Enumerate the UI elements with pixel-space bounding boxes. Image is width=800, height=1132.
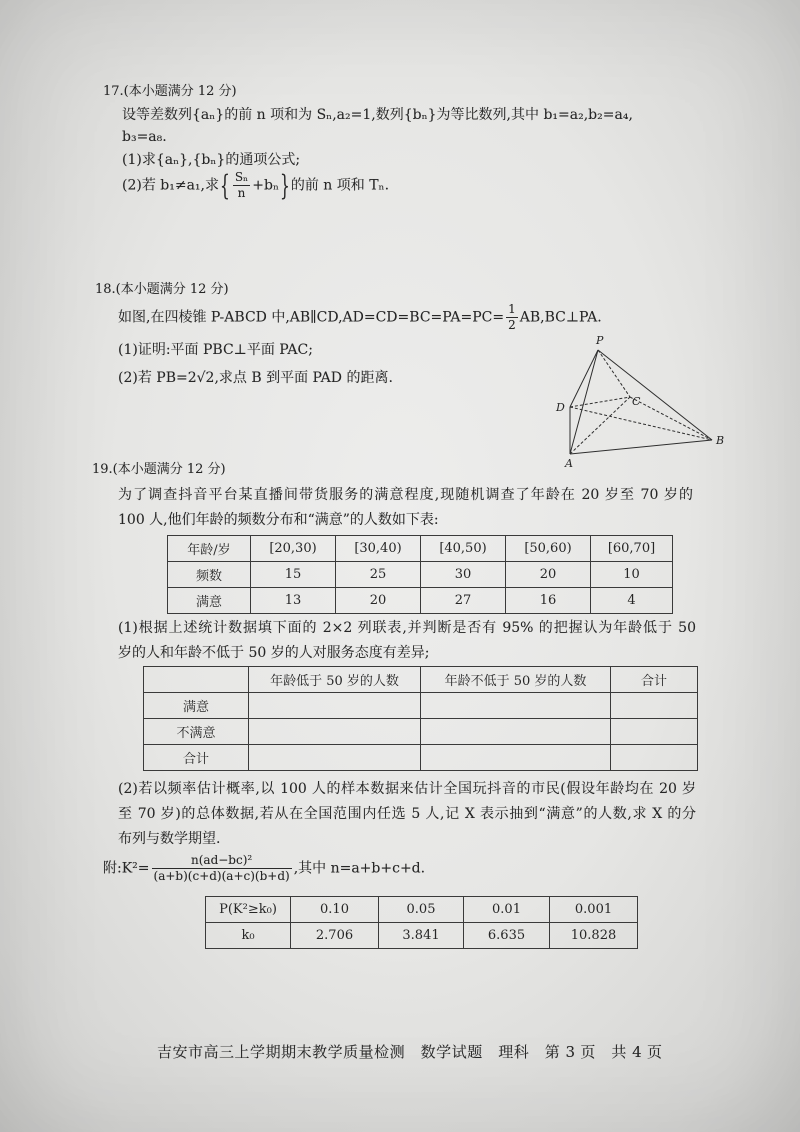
table-cell: 10: [591, 562, 673, 588]
table-cell: 满意: [144, 693, 249, 719]
table-cell: [30,40): [336, 536, 421, 562]
label-d: D: [556, 401, 565, 414]
q19-part1-line2: 岁的人和年龄不低于 50 岁的人对服务态度有差异;: [118, 645, 430, 661]
table-cell: [60,70]: [591, 536, 673, 562]
fraction-numerator: 1: [508, 302, 516, 316]
q17-line1: 设等差数列{aₙ}的前 n 项和为 Sₙ,a₂=1,数列{bₙ}为等比数列,其中 b₁=a₂,b₂=a₄,: [122, 107, 633, 123]
table-cell: 不满意: [144, 719, 249, 745]
table-cell-empty: [144, 667, 249, 693]
fraction-numerator: Sₙ: [234, 170, 249, 184]
q17-part1: (1)求{aₙ},{bₙ}的通项公式;: [122, 152, 301, 168]
table-cell: 年龄/岁: [168, 536, 251, 562]
table-cell: 30: [421, 562, 506, 588]
fraction-one-half: [506, 302, 518, 333]
q19-appendix-formula: [103, 853, 425, 884]
table-cell-empty: [611, 693, 698, 719]
table-cell-empty: [249, 693, 421, 719]
page-footer: 吉安市高三上学期期末教学质量检测 数学试题 理科 第 3 页 共 4 页: [157, 1043, 662, 1061]
edge-ab: [570, 440, 712, 454]
table-cell: 10.828: [550, 923, 638, 949]
fraction-sn-over-n: [233, 170, 250, 201]
table-row: [144, 745, 698, 771]
table-cell: 满意: [168, 588, 251, 614]
table-row: [168, 588, 673, 614]
table-row: [168, 536, 673, 562]
edge-ac: [570, 397, 630, 454]
q19-part1-line1: (1)根据上述统计数据填下面的 2×2 列联表,并判断是否有 95% 的把握认为年龄低于 50: [118, 620, 696, 636]
table-row: [206, 897, 638, 923]
pyramid-figure: [553, 328, 733, 470]
label-b: B: [716, 434, 725, 447]
table-cell: 4: [591, 588, 673, 614]
table-cell: 0.001: [550, 897, 638, 923]
table-cell: 6.635: [464, 923, 550, 949]
q19-intro-line2: 100 人,他们年龄的频数分布和“满意”的人数如下表:: [118, 512, 439, 528]
table-cell-empty: [249, 719, 421, 745]
fraction-numerator: n(ad−bc)²: [152, 853, 292, 869]
table-cell: k₀: [206, 923, 291, 949]
open-brace: {: [220, 168, 230, 202]
close-brace: }: [280, 168, 290, 202]
table-cell: 0.05: [379, 897, 464, 923]
table-cell-empty: [611, 719, 698, 745]
table-row: [206, 923, 638, 949]
table-cell: 20: [336, 588, 421, 614]
edge-cb: [630, 397, 712, 440]
table-row: [144, 693, 698, 719]
frequency-table: [167, 535, 673, 614]
table-cell: [50,60): [506, 536, 591, 562]
table-row: [144, 667, 698, 693]
q17-line2: b₃=a₈.: [122, 129, 167, 145]
edge-pa: [570, 350, 598, 454]
q17-part2: [122, 170, 389, 201]
edge-pd: [570, 350, 598, 407]
table-cell: 16: [506, 588, 591, 614]
label-a: A: [565, 457, 573, 470]
table-cell: 27: [421, 588, 506, 614]
fraction-k-squared: [152, 853, 292, 884]
table-cell: 频数: [168, 562, 251, 588]
label-c: C: [632, 395, 641, 408]
table-cell: 25: [336, 562, 421, 588]
q17-part2-suffix: 的前 n 项和 Tₙ.: [290, 177, 390, 194]
q18-part1: (1)证明:平面 PBC⊥平面 PAC;: [118, 342, 313, 358]
edge-pc: [598, 350, 630, 397]
table-row: [168, 562, 673, 588]
q17-part2-prefix: (2)若 b₁≠a₁,求: [122, 177, 219, 194]
table-cell: 15: [251, 562, 336, 588]
q17-heading: 17.(本小题满分 12 分): [103, 84, 237, 99]
q17-part2-tail: +bₙ: [252, 177, 279, 194]
appendix-prefix: 附:K²=: [103, 860, 150, 877]
table-cell-empty: [611, 745, 698, 771]
table-cell: 年龄低于 50 岁的人数: [249, 667, 421, 693]
table-cell: [40,50): [421, 536, 506, 562]
label-p: P: [596, 334, 604, 347]
table-cell-empty: [421, 745, 611, 771]
table-cell-empty: [249, 745, 421, 771]
table-cell: 20: [506, 562, 591, 588]
q19-heading: 19.(本小题满分 12 分): [92, 462, 226, 477]
table-cell: 年龄不低于 50 岁的人数: [421, 667, 611, 693]
table-row: [144, 719, 698, 745]
fraction-denominator: (a+b)(c+d)(a+c)(b+d): [153, 869, 290, 883]
q19-intro-line1: 为了调查抖音平台某直播间带货服务的满意程度,现随机调查了年龄在 20 岁至 70 岁的: [118, 487, 693, 503]
table-cell: [20,30): [251, 536, 336, 562]
q19-part2-line1: (2)若以频率估计概率,以 100 人的样本数据来估计全国玩抖音的市民(假设年龄均在 20 岁: [118, 781, 696, 797]
table-cell: 13: [251, 588, 336, 614]
fraction-denominator: n: [237, 186, 246, 200]
critical-value-table: [205, 896, 638, 949]
q18-line1: [118, 302, 602, 333]
table-cell: 0.01: [464, 897, 550, 923]
table-cell-empty: [421, 693, 611, 719]
q18-line1-prefix: 如图,在四棱锥 P-ABCD 中,AB∥CD,AD=CD=BC=PA=PC=: [118, 309, 505, 326]
table-cell: 合计: [611, 667, 698, 693]
table-cell: 0.10: [291, 897, 379, 923]
contingency-table: [143, 666, 698, 771]
q18-line1-suffix: AB,BC⊥PA.: [519, 309, 602, 326]
appendix-suffix: ,其中 n=a+b+c+d.: [293, 860, 426, 877]
table-cell-empty: [421, 719, 611, 745]
table-cell: 3.841: [379, 923, 464, 949]
table-cell: P(K²≥k₀): [206, 897, 291, 923]
q18-part2: (2)若 PB=2√2,求点 B 到平面 PAD 的距离.: [118, 370, 393, 386]
q19-part2-line2: 至 70 岁)的总体数据,若从在全国范围内任选 5 人,记 X 表示抽到“满意”的人数,求 X 的分: [118, 806, 696, 822]
q19-part2-line3: 布列与数学期望.: [118, 831, 221, 847]
table-cell: 2.706: [291, 923, 379, 949]
fraction-denominator: 2: [508, 318, 516, 332]
table-cell: 合计: [144, 745, 249, 771]
q18-heading: 18.(本小题满分 12 分): [95, 282, 229, 297]
